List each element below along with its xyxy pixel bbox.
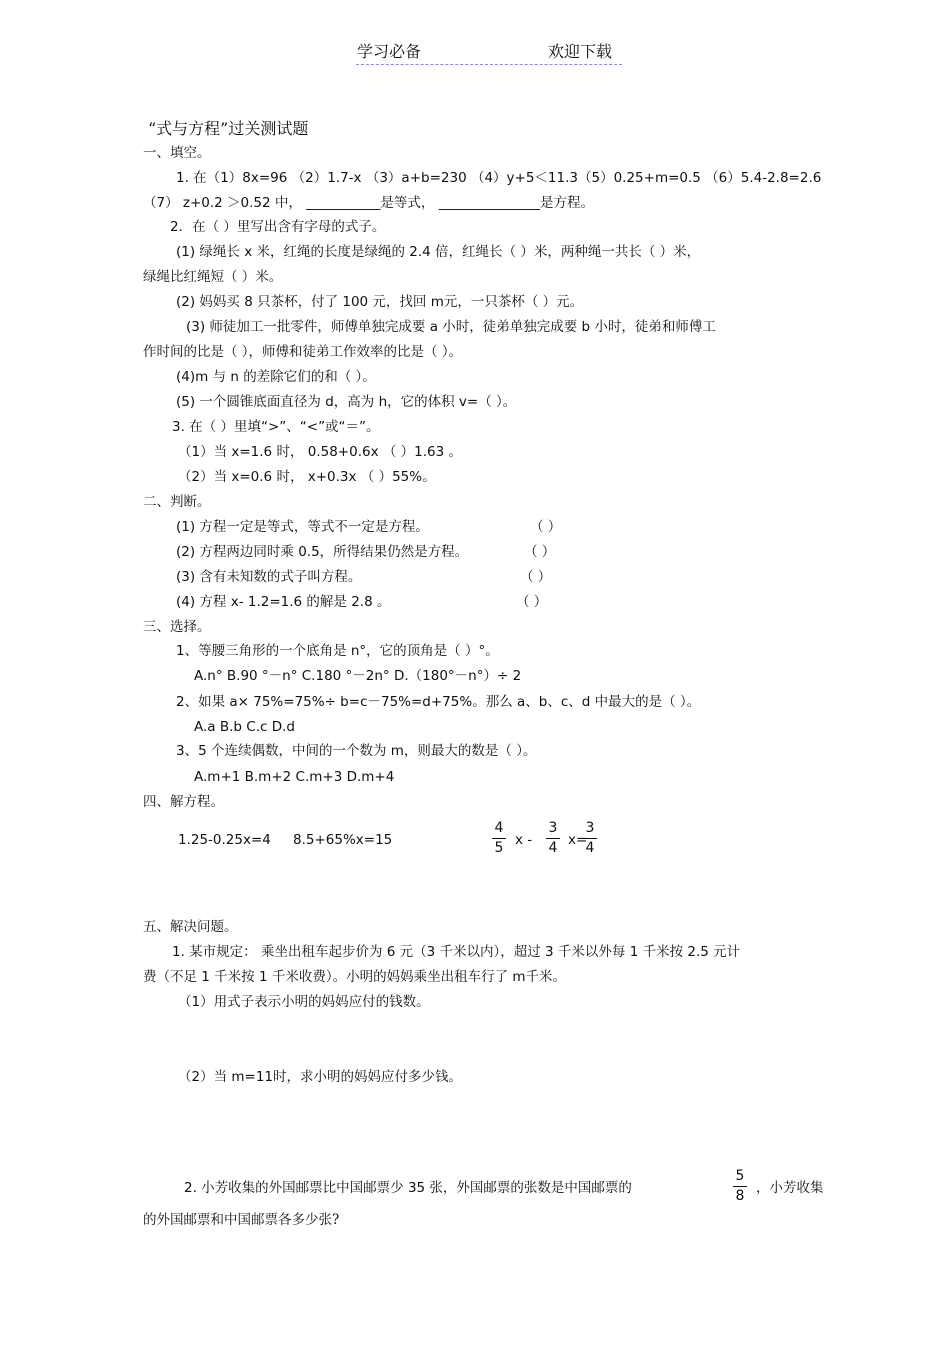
s1-q1-line2: （7） z+0.2 ＞0.52 中， ___________是等式， _______________是方程。 <box>143 195 594 211</box>
section-5-heading: 五、解决问题。 <box>143 919 238 935</box>
judge-item-1: (1) 方程一定是等式，等式不一定是方程。 <box>176 519 429 535</box>
section-3-heading: 三、选择。 <box>143 619 211 635</box>
s1-q2-2: (2) 妈妈买 8 只茶杯，付了 100 元，找回 m元，一只茶杯（ ）元。 <box>176 294 584 310</box>
p2-frac-num: 5 <box>735 1168 745 1184</box>
choice-q2: 2、如果 a× 75%=75%÷ b=c－75%=d+75%。那么 a、b、c、d 中最大的是（ ）。 <box>176 694 701 710</box>
equation-2: 8.5+65%x=15 <box>293 832 393 848</box>
fraction-bar <box>583 838 597 839</box>
judge-item-4: (4) 方程 x- 1.2=1.6 的解是 2.8 。 <box>176 594 391 610</box>
eq3-frac1-num: 4 <box>494 820 504 836</box>
section-2-heading: 二、判断。 <box>143 494 211 510</box>
judge-paren-4: （ ） <box>516 594 548 610</box>
judge-paren-1: （ ） <box>530 519 562 535</box>
s1-q3: 3. 在（ ）里填“>”、“<”或“＝”。 <box>172 419 380 435</box>
eq3-fraction-1 <box>492 821 506 856</box>
judge-item-3: (3) 含有未知数的式子叫方程。 <box>176 569 362 585</box>
fraction-bar <box>492 838 506 839</box>
eq3-frac3-num: 3 <box>585 820 595 836</box>
problem-1-q1: （1）用式子表示小明的妈妈应付的钱数。 <box>178 994 430 1010</box>
problem-1-line2: 费（不足 1 千米按 1 千米收费）。小明的妈妈乘坐出租车行了 m千米。 <box>143 969 567 985</box>
problem-2-line1b: ，小芳收集 <box>756 1180 824 1196</box>
s1-q2-3b: 作时间的比是（ ），师傅和徒弟工作效率的比是（ ）。 <box>143 344 463 360</box>
judge-item-2: (2) 方程两边同时乘 0.5，所得结果仍然是方程。 <box>176 544 469 560</box>
header-left: 学习必备 <box>357 42 422 61</box>
problem-1-q2: （2）当 m=11时，求小明的妈妈应付多少钱。 <box>178 1069 463 1085</box>
eq3-frac2-num: 3 <box>548 820 558 836</box>
s1-q2: 2．在（ ）里写出含有字母的式子。 <box>170 219 386 235</box>
problem-2-fraction <box>733 1169 747 1204</box>
problem-2-line1a: 2. 小芳收集的外国邮票比中国邮票少 35 张，外国邮票的张数是中国邮票的 <box>184 1180 632 1196</box>
choice-q3: 3、5 个连续偶数，中间的一个数为 m，则最大的数是（ ）。 <box>176 743 537 759</box>
section-4-heading: 四、解方程。 <box>143 794 224 810</box>
s1-q3-2: （2）当 x=0.6 时， x+0.3x （ ）55%。 <box>178 469 436 485</box>
problem-2-line2: 的外国邮票和中国邮票各多少张? <box>143 1212 340 1228</box>
s1-q2-1b: 绿绳比红绳短（ ）米。 <box>143 269 283 285</box>
s1-q2-1a: (1) 绿绳长 x 米，红绳的长度是绿绳的 2.4 倍，红绳长（ ）米，两种绳一共长（ ）米， <box>176 244 701 260</box>
s1-q2-4: (4)m 与 n 的差除它们的和（ ）。 <box>176 369 376 385</box>
fraction-bar <box>546 838 560 839</box>
p2-frac-den: 8 <box>735 1188 745 1204</box>
choice-q1-options: A.n° B.90 °－n° C.180 °－2n° D.（180°－n°）÷ 2 <box>194 668 522 684</box>
judge-paren-2: （ ） <box>524 544 556 560</box>
eq3-mid1: x - <box>515 832 533 848</box>
s1-q2-5: (5) 一个圆锥底面直径为 d，高为 h，它的体积 v=（ ）。 <box>176 394 517 410</box>
header-divider <box>356 64 622 65</box>
judge-paren-3: （ ） <box>520 569 552 585</box>
eq3-fraction-2 <box>546 821 560 856</box>
choice-q1: 1、等腰三角形的一个底角是 n°，它的顶角是（ ）°。 <box>176 643 499 659</box>
s1-q2-3a: (3) 师徒加工一批零件，师傅单独完成要 a 小时，徒弟单独完成要 b 小时，徒弟和师傅工 <box>186 319 716 335</box>
eq3-frac1-den: 5 <box>494 840 504 856</box>
choice-q3-options: A.m+1 B.m+2 C.m+3 D.m+4 <box>194 769 395 785</box>
header-right: 欢迎下载 <box>548 42 613 61</box>
equation-1: 1.25-0.25x=4 <box>178 832 271 848</box>
s1-q3-1: （1）当 x=1.6 时， 0.58+0.6x （ ）1.63 。 <box>178 444 462 460</box>
problem-1-line1: 1. 某市规定： 乘坐出租车起步价为 6 元（3 千米以内），超过 3 千米以外每 1 千米按 2.5 元计 <box>172 944 741 960</box>
choice-q2-options: A.a B.b C.c D.d <box>194 719 295 735</box>
section-1-heading: 一、填空。 <box>143 145 211 161</box>
page-title: “式与方程”过关测试题 <box>148 119 309 138</box>
eq3-frac3-den: 4 <box>585 840 595 856</box>
eq3-fraction-3 <box>583 821 597 856</box>
fraction-bar <box>733 1186 747 1187</box>
eq3-frac2-den: 4 <box>548 840 558 856</box>
eq3-mid2: x= <box>568 832 588 848</box>
s1-q1-line1: 1. 在（1）8x=96 （2）1.7-x （3）a+b=230 （4）y+5＜11.3（5）0.25+m=0.5 （6）5.4-2.8=2.6 <box>176 170 822 186</box>
